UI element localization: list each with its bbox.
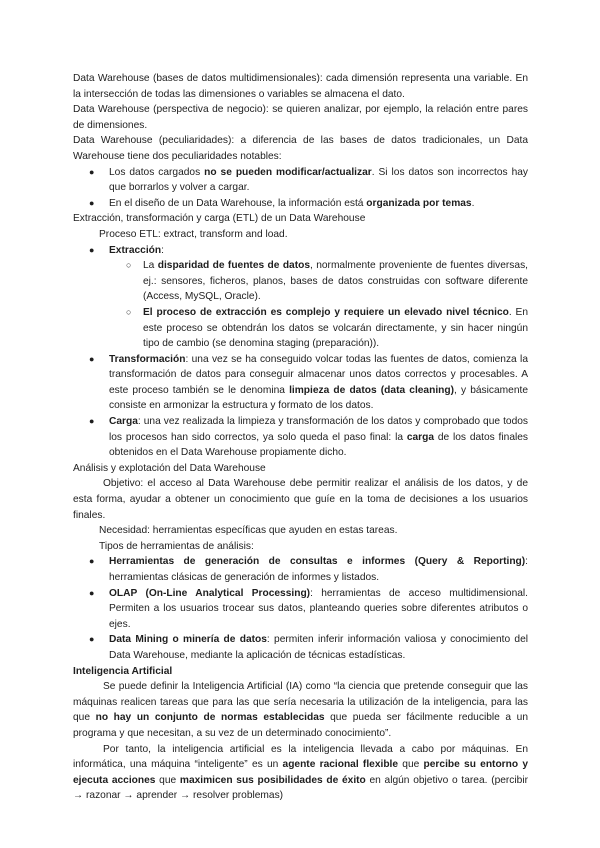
ia-heading: Inteligencia Artificial (73, 665, 173, 677)
dw-multidimensional-paragraph: Data Warehouse (bases de datos multidimensionales): cada dimensión representa una variable. En la intersección de todas las dimensiones o variables se almacena el dato. (73, 73, 528, 100)
etl-heading: Extracción, transformación y carga (ETL) de un Data Warehouse (73, 213, 366, 225)
list-item: ● Herramientas de generación de consultas e informes (Query & Reporting): herramientas clásicas de generación de informes y listados. (73, 554, 528, 585)
analisis-necesidad: Necesidad: herramientas específicas que ayuden en estas tareas. (99, 525, 398, 537)
analisis-objetivo: Objetivo: el acceso al Data Warehouse debe permitir realizar el análisis de los datos, y de esta forma, ayudar a obtener un conocimiento que guíe en la toma de decisiones a los usuarios finales. (73, 478, 528, 521)
dw-peculiaridades-paragraph: Data Warehouse (peculiaridades): a diferencia de las bases de datos tradicionales, un Data Warehouse tiene dos peculiaridades notables: (73, 135, 528, 162)
extraccion-sublist (109, 258, 528, 352)
list-item-carga: ● Carga: una vez realizada la limpieza y transformación de los datos y comprobado que todos los procesos han sido correctos, ya solo queda el paso final: la carga de los datos finales obtenidos en el Data Warehouse propiamente dicho. (73, 414, 528, 461)
list-item: ● OLAP (On-Line Analytical Processing): herramientas de acceso multidimensional. Permiten a los usuarios trocear sus datos, planteando queries sobre diferentes atributos o ejes. (73, 586, 528, 633)
list-item-extraccion: ● Extracción: (73, 243, 528, 259)
analisis-heading: Análisis y explotación del Data Warehouse (73, 462, 266, 474)
etl-list (73, 243, 528, 259)
ia-paragraph-2: Por tanto, la inteligencia artificial es la inteligencia llevada a cabo por máquinas. En informática, una máquina “inteligente” es un agente racional flexible que percibe su entorno y ejecuta acciones que maximicen sus posibilidades de éxito en algún objetivo o tarea. (percibir → razonar → aprender → resolver problemas) (73, 743, 528, 802)
ia-paragraph-1: Se puede definir la Inteligencia Artificial (IA) como “la ciencia que pretende conseguir que las máquinas realicen tareas que para las que sería necesaria la utilización de la inteligencia, para las que no hay un conjunto de normas establecidas que pueda ser fácilmente reducible a un programa y que necesitan, a su vez de un determinado conocimiento”. (73, 681, 529, 739)
list-item: ● En el diseño de un Data Warehouse, la información está organizada por temas. (73, 196, 528, 212)
list-item-transformacion: ● Transformación: una vez se ha conseguido volcar todas las fuentes de datos, comienza la transformación de datos para conseguir almacenar unos datos correctos y procesables. A este proceso también se le denomina limpieza de datos (data cleaning), y básicamente consiste en armonizar la estructura y formato de los datos. (73, 352, 528, 414)
peculiaridades-list (73, 165, 528, 212)
etl-proceso-line: Proceso ETL: extract, transform and load. (99, 228, 288, 240)
dw-negocio-paragraph: Data Warehouse (perspectiva de negocio): se quieren analizar, por ejemplo, la relación entre pares de dimensiones. (73, 104, 528, 131)
document-page (73, 71, 528, 804)
list-item: ● Data Mining o minería de datos: permiten inferir información valiosa y conocimiento del Data Warehouse, mediante la aplicación de técnicas estadísticas. (73, 632, 528, 663)
list-item: ○ El proceso de extracción es complejo y requiere un elevado nivel técnico. En este proceso se obtendrán los datos se volcarán directamente, y sin hacer ningún tipo de cambio (se denomina staging (preparación)). (109, 305, 528, 352)
list-item: ● Los datos cargados no se pueden modificar/actualizar. Si los datos son incorrectos hay que borrarlos y volver a cargar. (73, 165, 528, 196)
herramientas-list (73, 554, 528, 663)
list-item: ○ La disparidad de fuentes de datos, normalmente proveniente de fuentes diversas, ej.: sensores, ficheros, planos, bases de datos construidas con software diferente (Access, MySQL, Oracle). (109, 258, 528, 305)
analisis-tipos: Tipos de herramientas de análisis: (99, 540, 254, 552)
etl-list-continued (73, 352, 528, 461)
